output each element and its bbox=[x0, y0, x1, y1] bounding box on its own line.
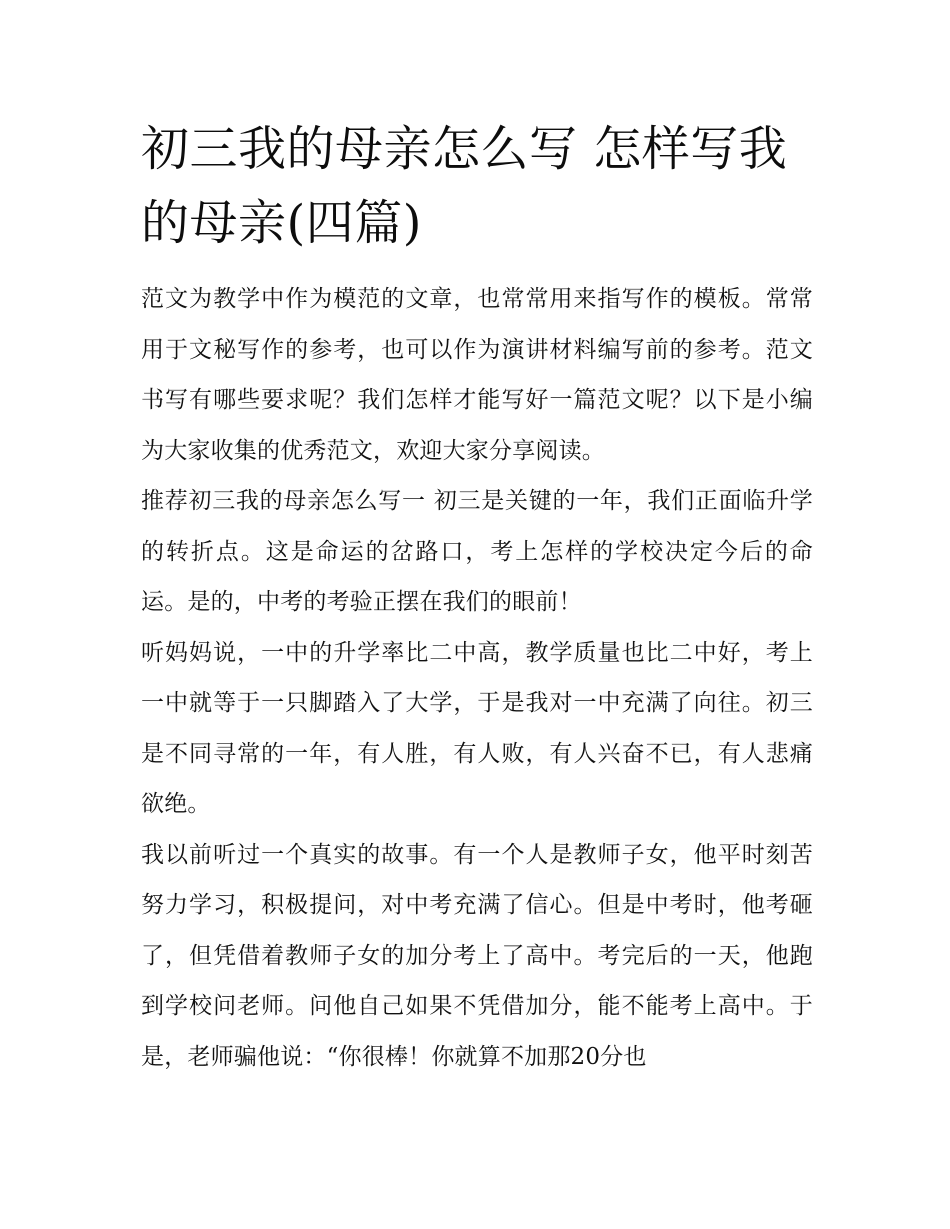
document-body bbox=[141, 112, 813, 1082]
document-title: 初三我的母亲怎么写 怎样写我的母亲(四篇) bbox=[141, 121, 788, 251]
paragraph-intro: 范文为教学中作为模范的文章，也常常用来指写作的模板。常常用于文秘写作的参考，也可以作为演讲材料编写前的参考。范文书写有哪些要求呢？我们怎样才能写好一篇范文呢？以下是小编为大家收集的优秀范文，欢迎大家分享阅读。 bbox=[141, 286, 813, 464]
paragraph-mother-said: 听妈妈说，一中的升学率比二中高，教学质量也比二中好，考上一中就等于一只脚踏入了大学，于是我对一中充满了向往。初三是不同寻常的一年，有人胜，有人败，有人兴奋不已，有人悲痛欲绝。 bbox=[141, 639, 813, 817]
paragraph-recommend: 推荐初三我的母亲怎么写一 初三是关键的一年，我们正面临升学的转折点。这是命运的岔路口，考上怎样的学校决定今后的命运。是的，中考的考验正摆在我们的眼前！ bbox=[141, 488, 813, 615]
paragraph-story: 我以前听过一个真实的故事。有一个人是教师子女，他平时刻苦努力学习，积极提问，对中考充满了信心。但是中考时，他考砸了，但凭借着教师子女的加分考上了高中。考完后的一天，他跑到学校问老师。问他自己如果不凭借加分，能不能考上高中。于是，老师骗他说：“你很棒！你就算不加那20分也 bbox=[141, 841, 813, 1070]
